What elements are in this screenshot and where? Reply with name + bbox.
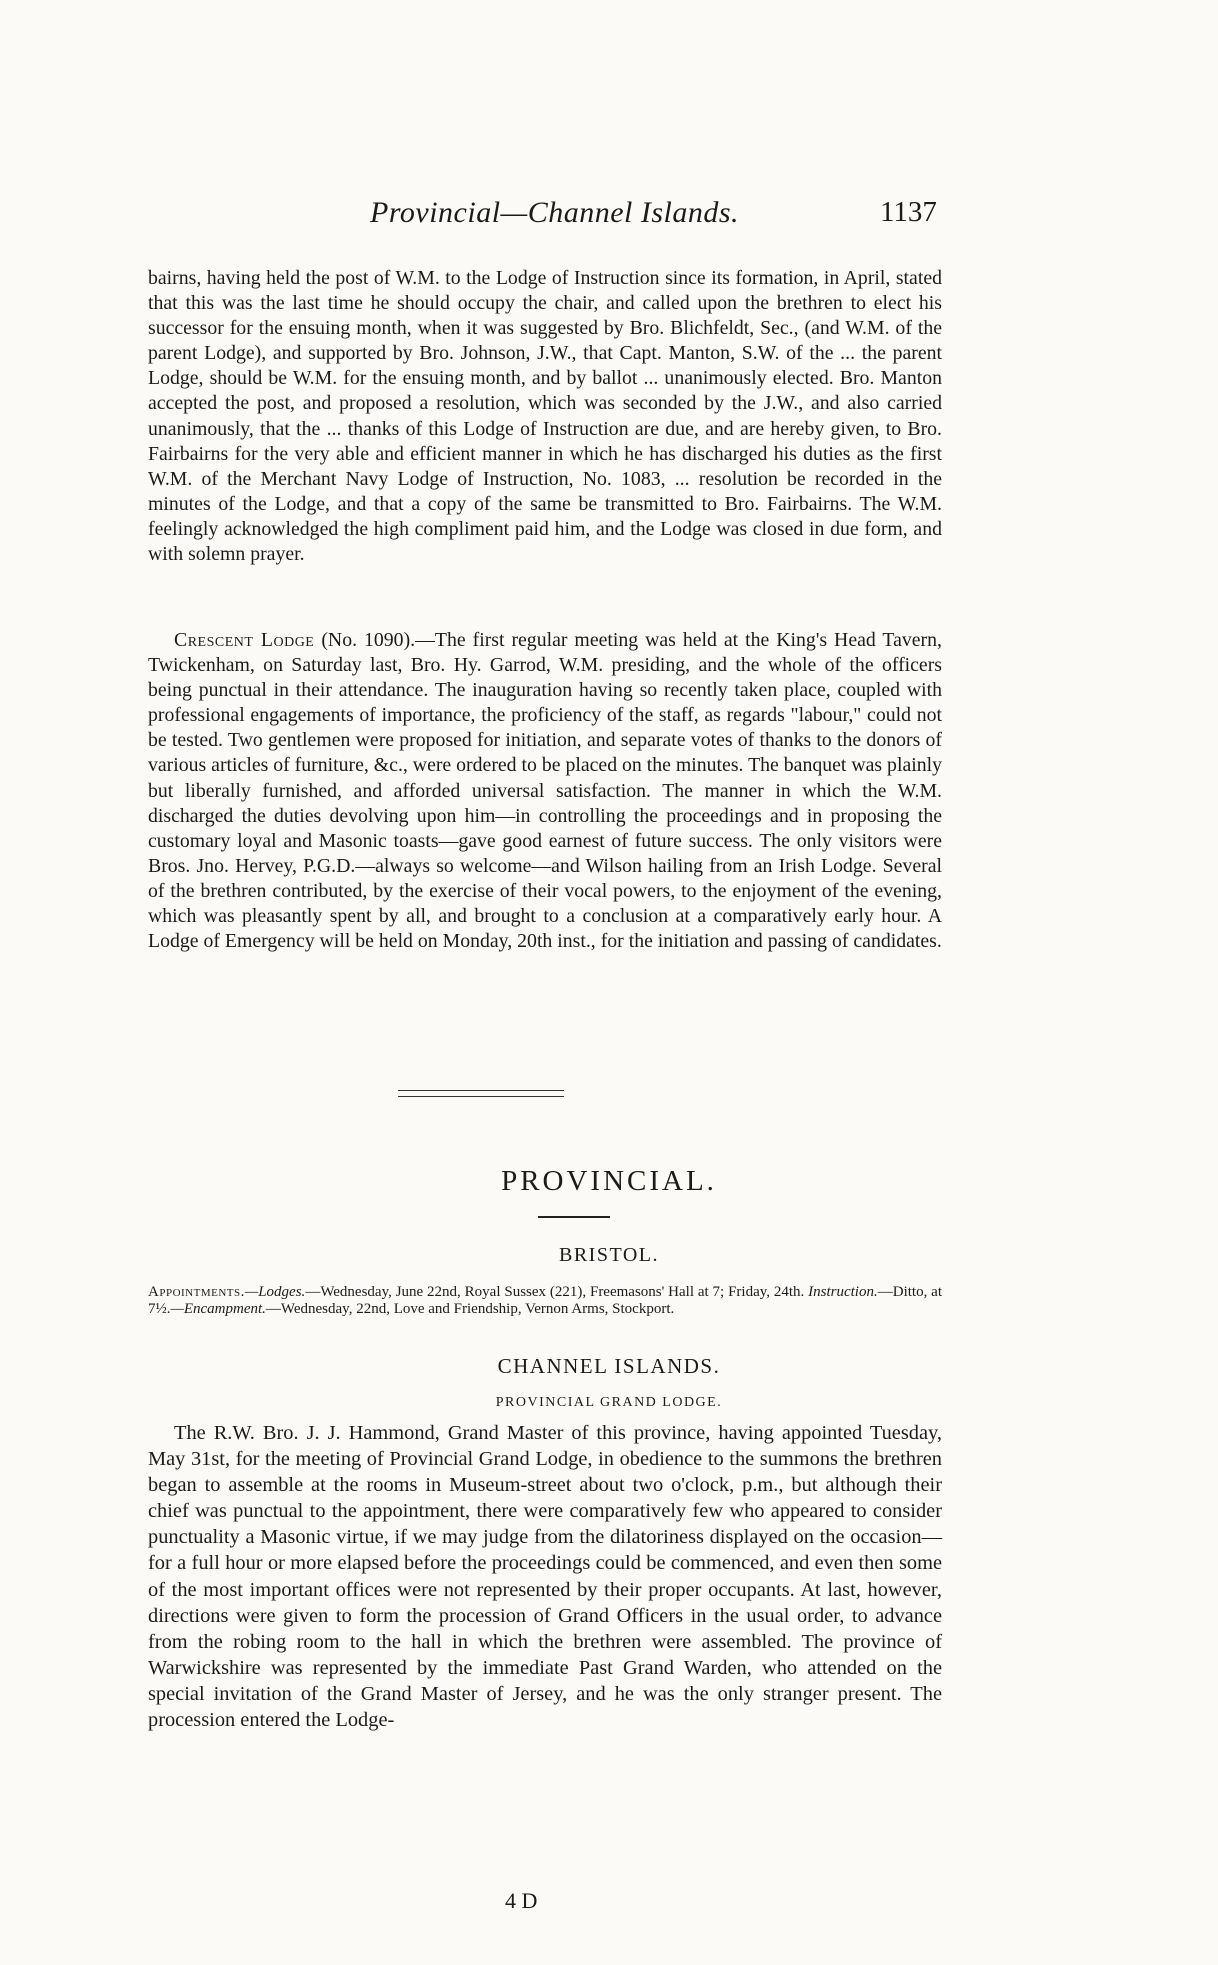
appointments-text-1: —Wednesday, June 22nd, Royal Sussex (221), Freemasons' Hall at 7; Friday, 24th.: [305, 1284, 809, 1300]
channel-islands-paragraph: The R.W. Bro. J. J. Hammond, Grand Master of this province, having appointed Tuesday, May 31st, for the meeting of Provincial Grand Lodge, in obedience to the summons the brethren began to assemble at the rooms in Museum-street about two o'clock, p.m., but although their chief was punctual to the appointment, there were comparatively few who appeared to consider punctuality a Masonic virtue, if we may judge from the dilatoriness displayed on the occasion—for a full hour or more elapsed before the proceedings could be commenced, and even then some of the most important offices were not represented by their proper occupants. At last, however, directions were given to form the procession of Grand Officers in the usual order, to advance from the robing room to the hall in which the brethren were assembled. The province of Warwickshire was represented by the immediate Past Grand Warden, who attended on the special invitation of the Grand Master of Jersey, and he was the only stranger present. The procession entered the Lodge-: [148, 1422, 942, 1732]
instruction-label: Instruction.: [808, 1284, 878, 1300]
crescent-lodge-paragraph: [148, 628, 942, 954]
appointments-text-2: —Ditto, at 7½.: [148, 1284, 942, 1317]
running-head-title: Provincial—Channel Islands.: [370, 196, 740, 229]
encampment-label: —Encampment.: [170, 1301, 266, 1317]
continued-paragraph-block: [148, 266, 942, 567]
lodges-label: —Lodges.: [244, 1284, 306, 1300]
running-head: [0, 196, 1218, 236]
bristol-heading: BRISTOL.: [559, 1244, 659, 1266]
channel-islands-block: [148, 1420, 942, 1733]
section-title: PROVINCIAL.: [501, 1165, 717, 1197]
section-divider-rule: [398, 1090, 564, 1097]
continued-paragraph: bairns, having held the post of W.M. to the Lodge of Instruction since its formation, in April, stated that this was the last time he should occupy the chair, and called upon the brethren to elect his successor for the ensuing month, when it was suggested by Bro. Blichfeldt, Sec., (and W.M. of the parent Lodge), and supported by Bro. Johnson, J.W., that Capt. Manton, S.W. of the ... the parent Lodge, should be W.M. for the ensuing month, and by ballot ... unanimously elected. Bro. Manton accepted the post, and proposed a resolution, which was seconded by the J.W., and also carried unanimously, that the ... thanks of this Lodge of Instruction are due, and are hereby given, to Bro. Fairbairns for the very able and efficient manner in which he has discharged his duties as the first W.M. of the Merchant Navy Lodge of Instruction, No. 1083, ... resolution be recorded in the minutes of the Lodge, and that a copy of the same be transmitted to Bro. Fairbairns. The W.M. feelingly acknowledged the high compliment paid him, and the Lodge was closed in due form, and with solemn prayer.: [148, 267, 942, 566]
page-number: 1137: [880, 196, 937, 228]
crescent-lodge-lead: Crescent Lodge: [174, 629, 315, 651]
appointments-text-3: —Wednesday, 22nd, Love and Friendship, Vernon Arms, Stockport.: [265, 1301, 675, 1317]
crescent-lodge-block: [148, 628, 942, 954]
appointments-lead: Appointments.: [148, 1284, 245, 1300]
crescent-lodge-body: (No. 1090).—The first regular meeting was held at the King's Head Tavern, Twickenham, on Saturday last, Bro. Hy. Garrod, W.M. presiding, and the whole of the officers being punctual in their attendance. The inauguration having so recently taken place, coupled with professional engagements of importance, the proficiency of the staff, as regards "labour," could not be tested. Two gentlemen were proposed for initiation, and separate votes of thanks to the donors of various articles of furniture, &c., were ordered to be placed on the minutes. The banquet was plainly but liberally furnished, and afforded universal satisfaction. The manner in which the W.M. discharged the duties devolving upon him—in controlling the proceedings and in proposing the customary loyal and Masonic toasts—gave good earnest of future success. The only visitors were Bros. Jno. Hervey, P.G.D.—always so welcome—and Wilson hailing from an Irish Lodge. Several of the brethren contributed, by the exercise of their vocal powers, to the enjoyment of the evening, which was pleasantly spent by all, and brought to a conclusion at a comparatively early hour. A Lodge of Emergency will be held on Monday, 20th inst., for the initiation and passing of candidates.: [148, 629, 942, 953]
signature-mark: 4 D: [505, 1888, 538, 1913]
channel-islands-heading: CHANNEL ISLANDS.: [497, 1354, 721, 1378]
provincial-grand-lodge-subheading: PROVINCIAL GRAND LODGE.: [495, 1395, 723, 1410]
title-underline-rule: [538, 1216, 610, 1218]
bristol-appointments: [148, 1284, 942, 1318]
